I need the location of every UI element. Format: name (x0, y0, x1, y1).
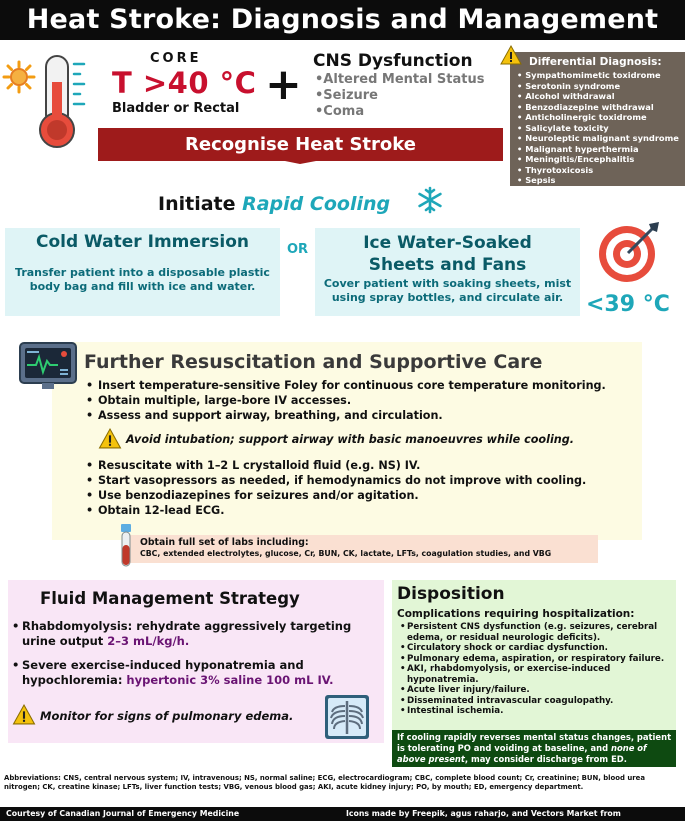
list-item: • Start vasopressors as needed, if hemodynamics do not improve with cooling. (98, 473, 586, 488)
list-item: • Obtain multiple, large-bore IV accesses. (98, 393, 606, 408)
fluid-management-title: Fluid Management Strategy (40, 589, 300, 608)
hyponatremia-text: Severe exercise-induced hyponatremia and hypochloremia: (22, 658, 304, 687)
discharge-emphasis: none of above present (397, 743, 647, 764)
discharge-text-1: If cooling rapidly reverses mental status changes, patient is tolerating PO and voiding at baseline, and (397, 732, 672, 753)
cold-water-immersion-title: Cold Water Immersion (35, 232, 250, 252)
recognise-heat-stroke: Recognise Heat Stroke (185, 134, 416, 155)
initiate-prefix: Initiate (158, 193, 243, 215)
warning-icon (12, 704, 36, 725)
ice-water-sheets-title-2: Sheets and Fans (368, 255, 527, 275)
resuscitation-list-1 (98, 378, 606, 423)
warning-icon (98, 428, 122, 449)
resuscitation-list-2 (98, 458, 586, 518)
core-temperature: T >40 °C (112, 66, 257, 100)
differential-title: Differential Diagnosis: (529, 56, 662, 68)
initiate-rapid-cooling (158, 193, 390, 215)
list-item (22, 619, 377, 649)
abbreviations: Abbreviations: CNS, central nervous system; IV, intravenous; NS, normal saline; ECG, electrocardiogram; CBC, complete blood count; Cr, creatinine; BUN, blood urea nitrogen; CK, creatine kinase; LFTs, liver function tests; VBG, venous blood gas; AKI, acute kidney injury; PO, by mouth; ED, emergency department. (4, 774, 645, 791)
list-item: • Insert temperature-sensitive Foley for continuous core temperature monitoring. (98, 378, 606, 393)
discharge-criteria (392, 730, 676, 767)
footer-credit-icons: Icons made by Freepik, agus raharjo, and Vectors Market from www.flaticon.com (346, 809, 621, 832)
disposition-subtitle: Complications requiring hospitalization: (397, 608, 635, 620)
page-title: Heat Stroke: Diagnosis and Management (0, 0, 685, 40)
list-item: • AKI, rhabdomyolysis, or exercise-induced hyponatremia. (407, 664, 675, 685)
sun-icon (2, 60, 36, 94)
labs-list: CBC, extended electrolytes, glucose, Cr, BUN, CK, lactate, LFTs, coagulation studies, and VBG (140, 549, 552, 558)
cold-water-immersion-box (5, 228, 280, 316)
list-item: • Obtain 12-lead ECG. (98, 503, 586, 518)
target-icon (597, 218, 663, 284)
footer-credit-journal: Courtesy of Canadian Journal of Emergency Medicine (6, 809, 240, 818)
list-item: • Benzodiazepine withdrawal (517, 102, 680, 113)
list-item: • Salicylate toxicity (517, 123, 680, 134)
discharge-text-2: , may consider discharge from ED. (464, 754, 627, 764)
or-label: OR (287, 242, 309, 257)
list-item: • Neuroleptic malignant syndrome (517, 133, 680, 144)
fluid-list (22, 619, 377, 697)
differential-list (517, 70, 680, 186)
rhabdomyolysis-text: Rhabdomyolysis: rehydrate aggressively targeting urine output (22, 619, 352, 648)
snowflake-icon (416, 186, 444, 214)
list-item: • Thyrotoxicosis (517, 165, 680, 176)
plus-sign: + (265, 59, 302, 110)
hypertonic-saline-dose: hypertonic 3% saline 100 mL IV. (126, 673, 334, 687)
disposition-list (407, 622, 675, 717)
avoid-intubation-warning: Avoid intubation; support airway with basic manoeuvres while cooling. (126, 433, 575, 446)
urine-output-target: 2–3 mL/kg/h. (107, 634, 190, 648)
list-item (22, 658, 377, 688)
warning-icon (500, 45, 522, 65)
list-item: • Alcohol withdrawal (517, 91, 680, 102)
list-item: •Seizure (315, 88, 378, 103)
target-temperature: <39 °C (586, 292, 670, 317)
list-item: • Assess and support airway, breathing, and circulation. (98, 408, 606, 423)
list-item: •Altered Mental Status (315, 72, 485, 87)
blood-tube-icon (117, 523, 135, 571)
list-item: • Intestinal ischemia. (407, 706, 675, 717)
list-item: • Malignant hyperthermia (517, 144, 680, 155)
list-item: • Anticholinergic toxidrome (517, 112, 680, 123)
list-item: • Meningitis/Encephalitis (517, 154, 680, 165)
core-label: CORE (150, 51, 202, 66)
cold-water-immersion-body: Transfer patient into a disposable plastic body bag and fill with ice and water. (15, 266, 270, 293)
resuscitation-title: Further Resuscitation and Supportive Care (84, 351, 543, 373)
thermometer-icon (32, 52, 102, 152)
list-item: • Pulmonary edema, aspiration, or respiratory failure. (407, 654, 675, 665)
vital-monitor-icon (18, 341, 78, 391)
ice-water-sheets-box (315, 228, 580, 316)
list-item: •Coma (315, 104, 365, 119)
list-item: • Sympathomimetic toxidrome (517, 70, 680, 81)
list-item: • Acute liver injury/failure. (407, 685, 675, 696)
list-item: • Circulatory shock or cardiac dysfunction. (407, 643, 675, 654)
labs-box (128, 535, 598, 563)
list-item: • Persistent CNS dysfunction (e.g. seizures, cerebral edema, or residual neurologic deficits). (407, 622, 675, 643)
list-item: • Sepsis (517, 175, 680, 186)
differential-diagnosis-box (510, 52, 685, 186)
rapid-cooling-label: Rapid Cooling (242, 193, 391, 215)
ice-water-sheets-title-1: Ice Water-Soaked (363, 233, 532, 253)
labs-title: Obtain full set of labs including: (140, 537, 309, 548)
list-item: • Disseminated intravascular coagulopathy. (407, 696, 675, 707)
list-item: • Serotonin syndrome (517, 81, 680, 92)
cns-list (315, 72, 484, 120)
list-item: • Resuscitate with 1–2 L crystalloid fluid (e.g. NS) IV. (98, 458, 586, 473)
chest-xray-icon (324, 694, 370, 740)
cns-title: CNS Dysfunction (313, 51, 473, 71)
disposition-title: Disposition (397, 584, 505, 604)
ice-water-sheets-body: Cover patient with soaking sheets, mist using spray bottles, and circulate air. (323, 277, 572, 304)
pulmonary-edema-warning: Monitor for signs of pulmonary edema. (40, 709, 294, 723)
list-item: • Use benzodiazepines for seizures and/or agitation. (98, 488, 586, 503)
core-site: Bladder or Rectal (112, 101, 240, 116)
